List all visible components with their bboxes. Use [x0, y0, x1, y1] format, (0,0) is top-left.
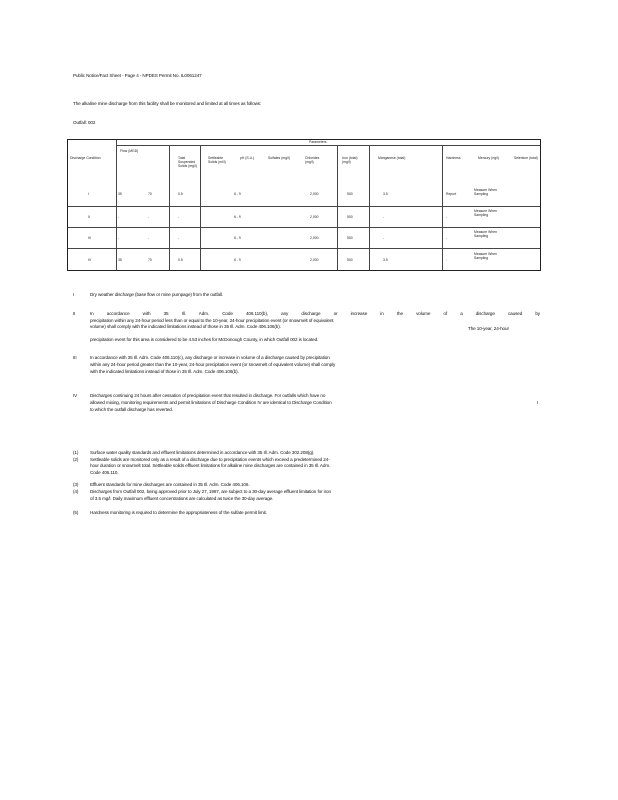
- effluent-limits-table: Parameters Discharge Condition Flow (MGD) Total Suspended Solids (mg/l) Settleable Solids (ml/l) pH (S.U.) Sulfates (mg/l) Chlorides (mg/l) Iron (total) (mg/l) Manganese (total) Hardness Mercury (ng/l) Selenium (total) I 35 70 0.5 6 - 9 2,000 500 3.5 Measure When Sampling Report II - - - 6 - 9 2,000 500 - Measure When Sampling - III - - - 6 - 9 2,000 500 - Measure When Sampling - IV 35 70 0.5 6 - 9 2,000 500 3.5 Measure When Sampling -: [67, 139, 541, 271]
- condition-number: I: [73, 292, 75, 297]
- header-chlorides: Chlorides (mg/l): [305, 156, 320, 164]
- condition-number: IV: [73, 393, 78, 398]
- condition-text: In accordance with 35 Ill. Adm. Code 406.110(c), any discharge or increase in volume of a discharge caused by precipitation: [90, 355, 330, 360]
- intro-text: The alkaline mine discharge from this facility shall be monitored and limited at all times as follows:: [73, 101, 262, 106]
- header-ph: pH (S.U.): [240, 156, 255, 160]
- condition-text: volume) shall comply with the indicated limitations instead of those in 35 Ill. Adm. Code 406.106(b).: [90, 324, 281, 329]
- condition-number: III: [73, 355, 77, 360]
- condition-text: with the indicated limitations instead of those in 35 Ill. Adm. Code 406.106(b).: [90, 369, 239, 374]
- header-tss: Total Suspended Solids (mg/l): [178, 156, 197, 168]
- header-manganese: Manganese (total): [378, 156, 406, 160]
- header-settleable: Settleable Solids (ml/l): [208, 156, 226, 164]
- condition-text: allowed mixing, monitoring requirements and permit limitations of Discharge Condition IV are identical to Discharge Condition: [90, 400, 332, 405]
- condition-text: In accordance with 35 Ill. Adm. Code 406.110(b), any discharge or increase in the volume of a discharge caused by: [90, 311, 540, 316]
- header-sulfates: Sulfates (mg/l): [268, 156, 290, 160]
- page-header: Public Notice/Fact Sheet - Page 4 - NPDES Permit No. IL0061247: [73, 73, 202, 78]
- header-iron: Iron (total) (mg/l): [342, 156, 358, 164]
- condition-number: II: [73, 311, 76, 316]
- header-hardness: Hardness: [446, 156, 461, 160]
- outfall-label: Outfall: 002: [73, 120, 96, 125]
- header-mercury: Mercury (ng/l): [478, 156, 499, 160]
- condition-text: Discharges continuing 24 hours after cessation of precipitation event that resulted in discharge. For outfalls which have no: [90, 393, 326, 398]
- condition-text: to which the outfall discharge has reverted.: [90, 407, 173, 412]
- parameters-title: Parameters: [309, 140, 327, 144]
- condition-text: within any 24-hour period greater than the 10-year, 24-hour precipitation event (or snowmelt of equivalent volume) shall comply: [90, 362, 336, 367]
- condition-text: precipitation within any 24-hour period less than or equal to the 10-year, 24-hour precipitation event (or snowmelt of equivalent: [90, 318, 334, 323]
- header-selenium: Selenium (total): [514, 156, 538, 160]
- condition-aside: The 10-year, 24-hour: [468, 326, 509, 331]
- condition-aside: I: [537, 400, 539, 405]
- header-discharge-condition: Discharge Condition: [70, 156, 101, 160]
- condition-text: precipitation event for this area is considered to be 4.53 inches for McDonough County, in which Outfall 002 is located.: [90, 337, 319, 342]
- header-flow: Flow (MGD): [120, 149, 139, 153]
- condition-text: Dry weather discharge (base flow or mine pumpage) from the outfall.: [90, 292, 223, 297]
